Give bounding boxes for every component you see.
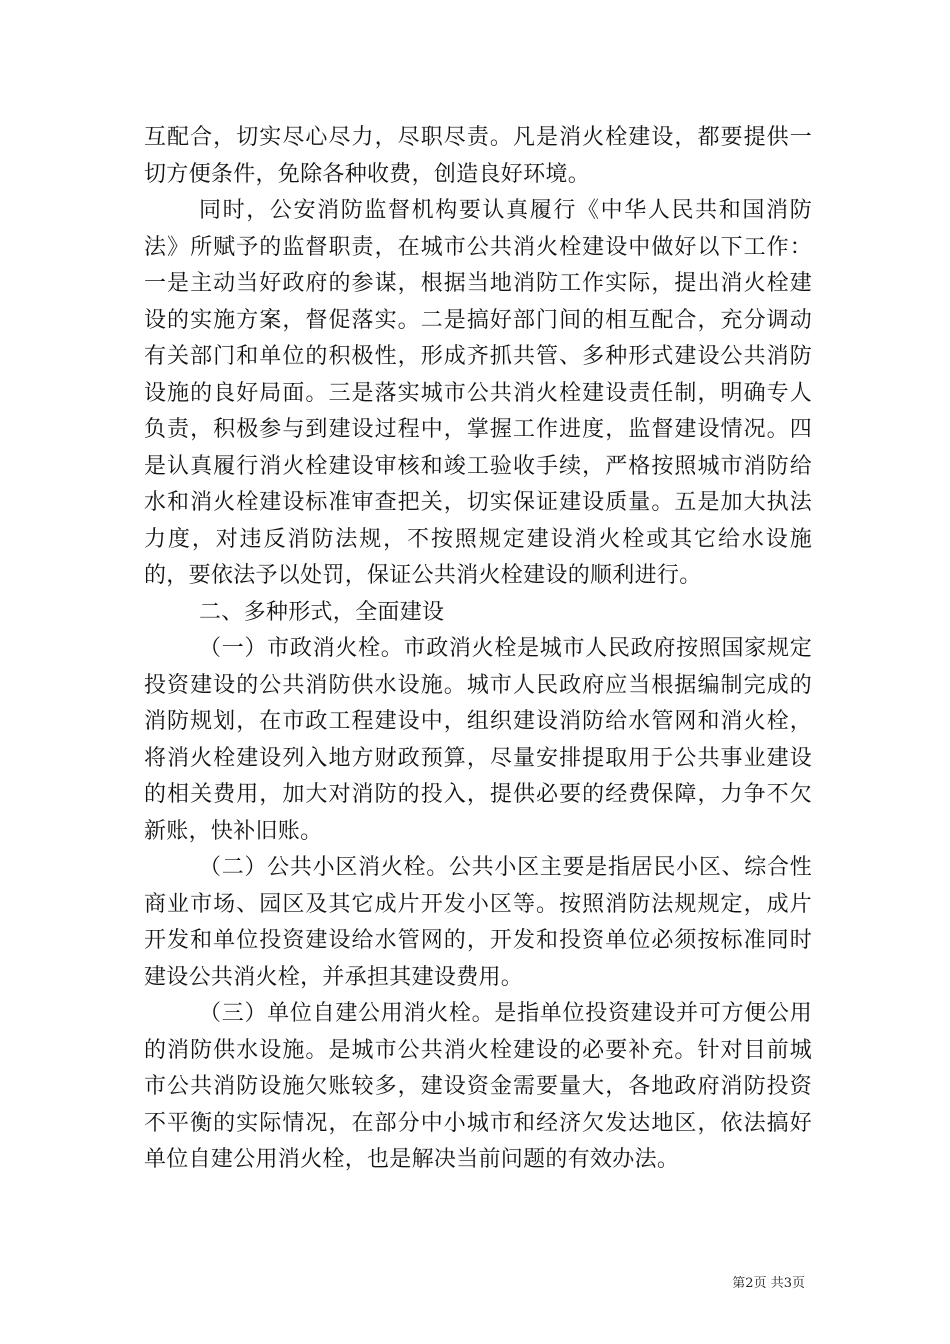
paragraph-municipal-hydrant: （一）市政消火栓。市政消火栓是城市人民政府按照国家规定投资建设的公共消防供水设施。城市人民政府应当根据编制完成的消防规划，在市政工程建设中，组织建设消防给水管网和消火栓，将消火栓建设列入地方财政预算，尽量安排提取用于公共事业建设的相关费用，加大对消防的投入，提供必要的经费保障，力争不欠新账，快补旧账。 [144,636,812,844]
paragraph-continuation: 互配合，切实尽心尽力，尽职尽责。凡是消火栓建设，都要提供一切方便条件，免除各种收费，创造良好环境。 [144,125,812,187]
page-number-footer [732,1276,805,1292]
paragraph-unit-hydrant: （三）单位自建公用消火栓。是指单位投资建设并可方便公用的消防供水设施。是城市公共消火栓建设的必要补充。针对目前城市公共消防设施欠账较多，建设资金需要量大，各地政府消防投资不平衡的实际情况，在部分中小城市和经济欠发达地区，依法搞好单位自建公用消火栓，也是解决当前问题的有效办法。 [144,1001,812,1172]
footer-current-page: 2 [745,1276,754,1291]
section-heading: 二、多种形式，全面建设 [199,599,445,625]
footer-suffix: 页 [791,1276,805,1291]
document-body [144,120,812,1179]
footer-prefix: 第 [732,1276,746,1291]
paragraph-community-hydrant: （二）公共小区消火栓。公共小区主要是指居民小区、综合性商业市场、园区及其它成片开发小区等。按照消防法规规定，成片开发和单位投资建设给水管网的，开发和投资单位必须按标准同时建设公共消火栓，并承担其建设费用。 [144,855,812,990]
footer-middle: 页 共 [753,1276,784,1291]
paragraph-supervision-duties: 同时，公安消防监督机构要认真履行《中华人民共和国消防法》所赋予的监督职责，在城市公共消火栓建设中做好以下工作：一是主动当好政府的参谋，根据当地消防工作实际，提出消火栓建设的实施方案，督促落实。二是搞好部门间的相互配合，充分调动有关部门和单位的积极性，形成齐抓共管、多种形式建设公共消防设施的良好局面。三是落实城市公共消火栓建设责任制，明确专人负责，积极参与到建设过程中，掌握工作进度，监督建设情况。四是认真履行消火栓建设审核和竣工验收手续，严格按照城市消防给水和消火栓建设标准审查把关，切实保证建设质量。五是加大执法力度，对违反消防法规，不按照规定建设消火栓或其它给水设施的，要依法予以处罚，保证公共消火栓建设的顺利进行。 [144,198,812,588]
footer-total-pages: 3 [783,1276,792,1291]
